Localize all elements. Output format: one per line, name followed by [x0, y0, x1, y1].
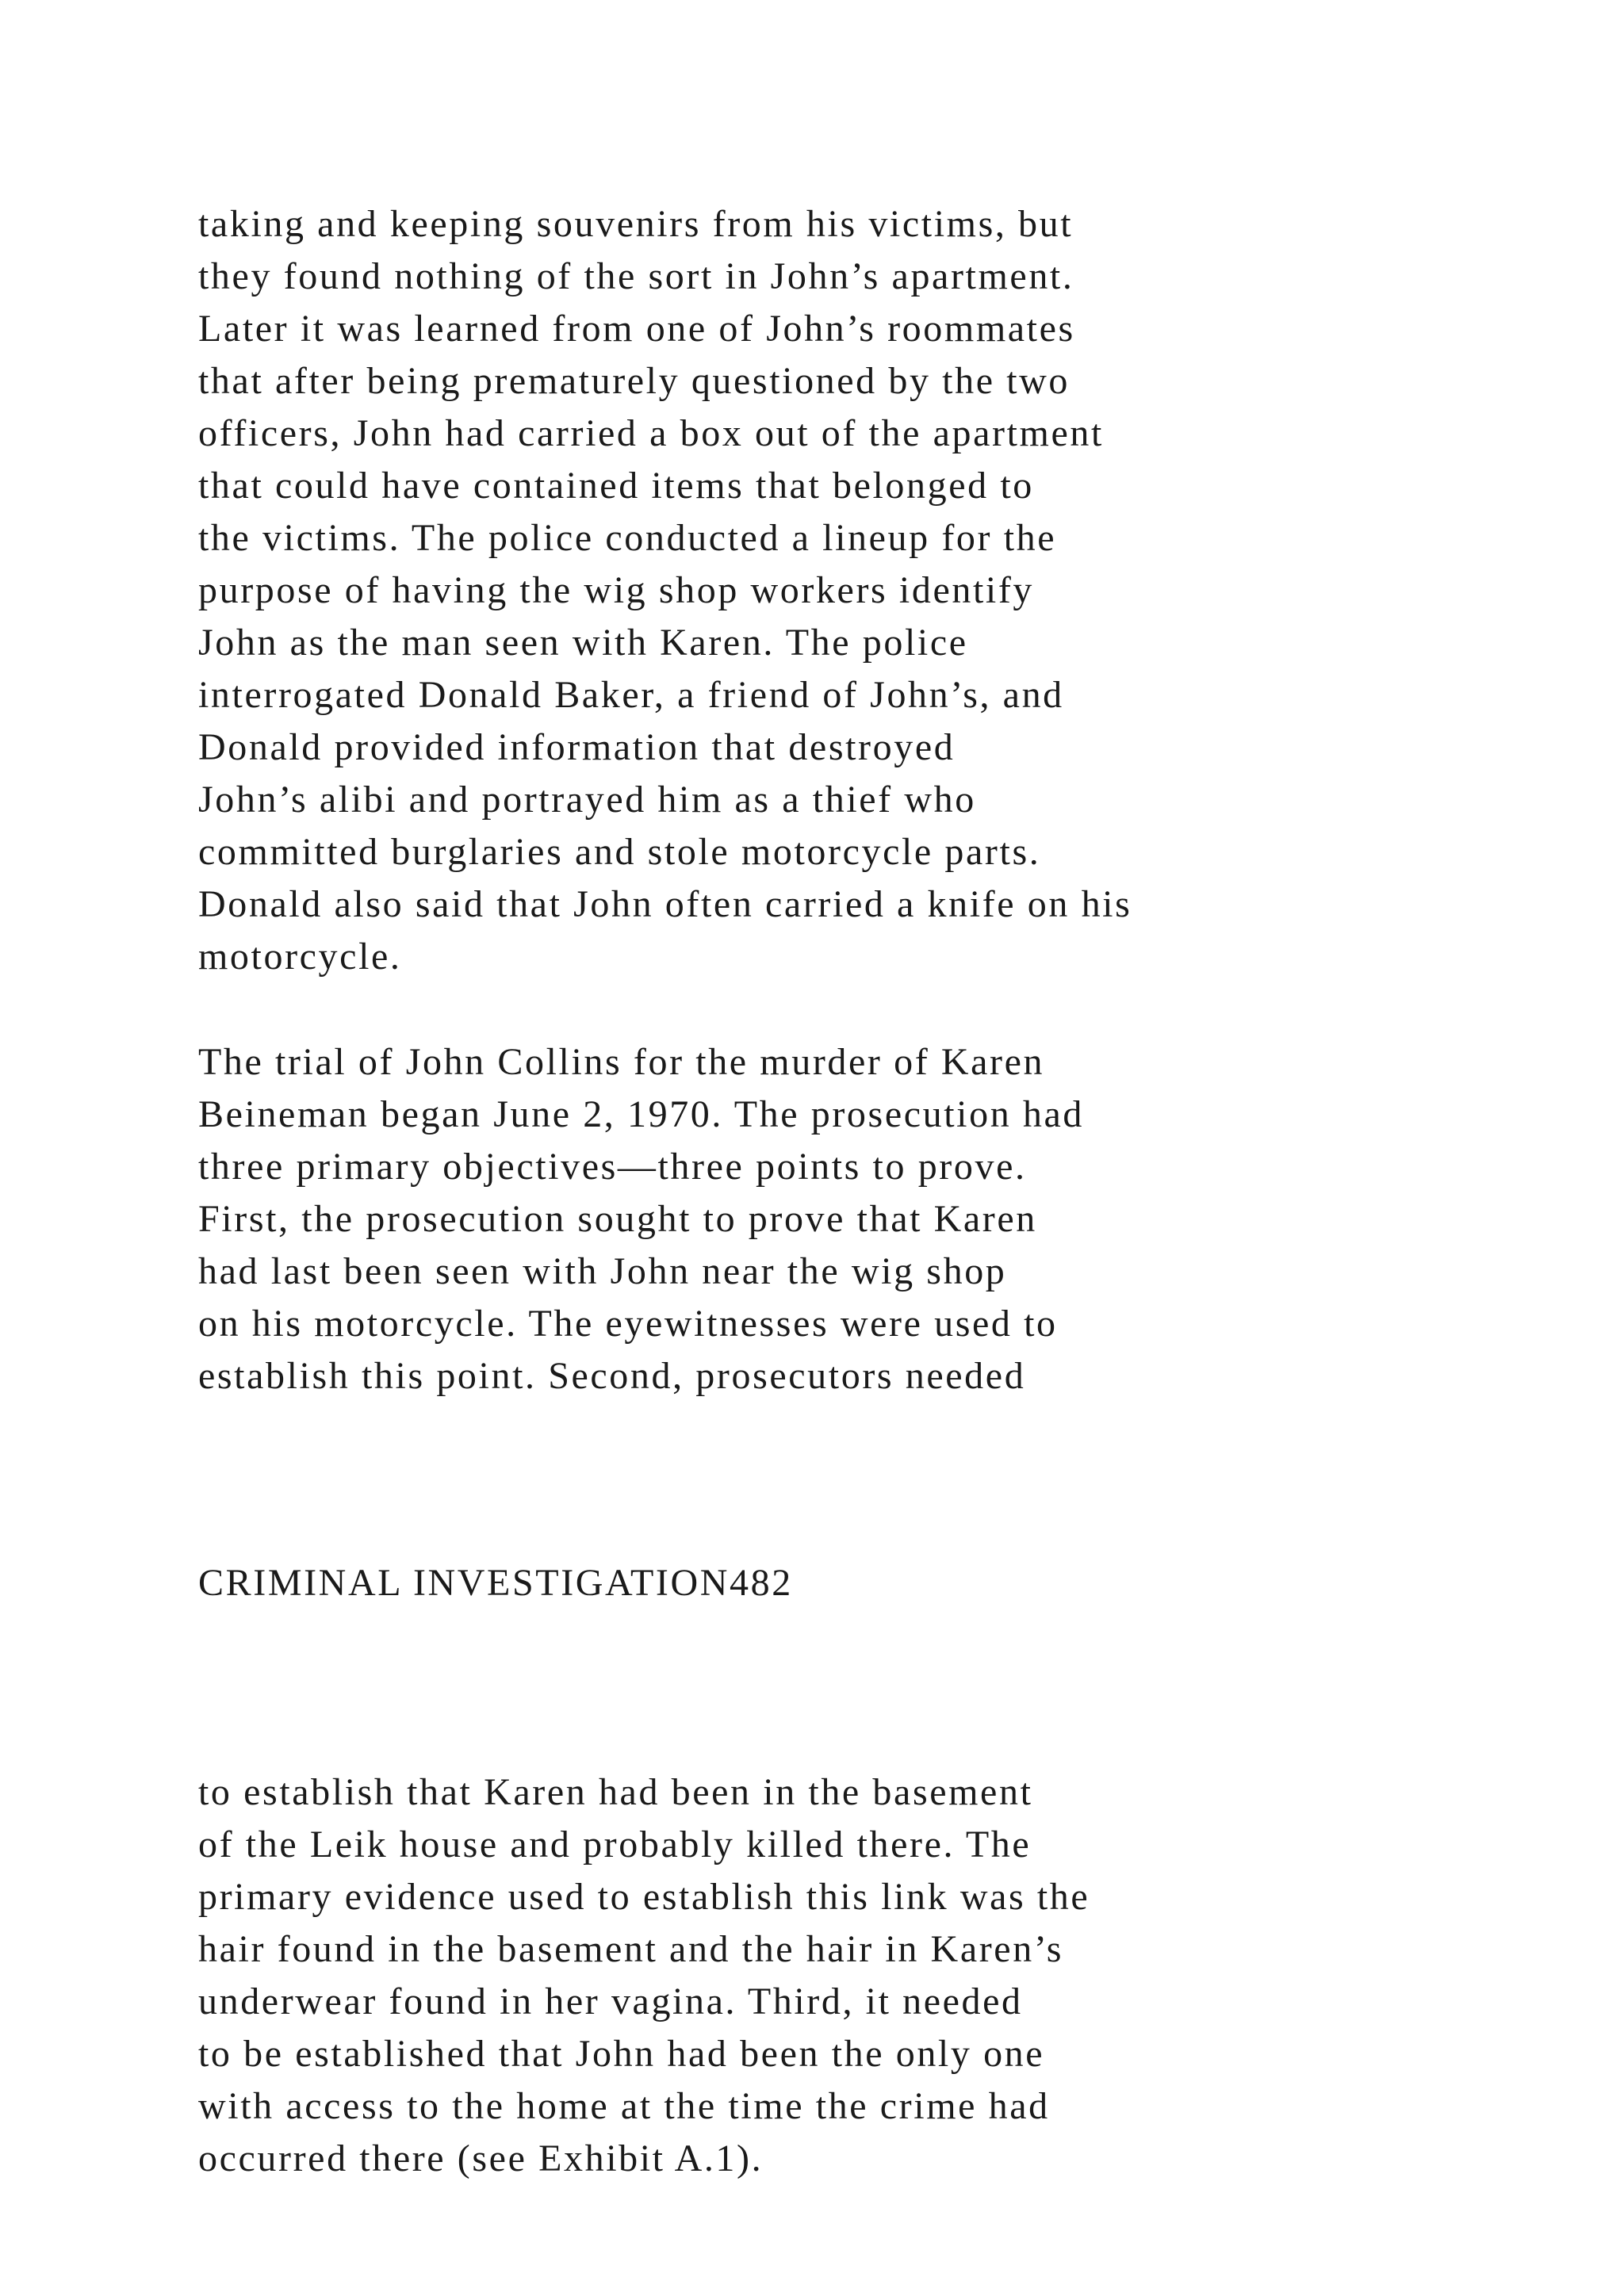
running-header: [198, 1557, 1546, 1609]
text-line: of the Leik house and probably killed there. The: [198, 1823, 1032, 1866]
text-line: had last been seen with John near the wig shop: [198, 1250, 1007, 1292]
text-line: taking and keeping souvenirs from his victims, but: [198, 203, 1074, 245]
text-line: that could have contained items that belonged to: [198, 465, 1034, 507]
text-line: purpose of having the wig shop workers identify: [198, 569, 1035, 611]
text-line: motorcycle.: [198, 936, 402, 978]
text-line: interrogated Donald Baker, a friend of John’s, and: [198, 674, 1064, 716]
running-header-text: CRIMINAL INVESTIGATION482: [198, 1562, 793, 1604]
text-line: John’s alibi and portrayed him as a thief who: [198, 779, 976, 821]
text-line: John as the man seen with Karen. The police: [198, 622, 968, 664]
text-line: Donald provided information that destroyed: [198, 726, 956, 768]
text-line: underwear found in her vagina. Third, it needed: [198, 1980, 1023, 2022]
text-line: The trial of John Collins for the murder of Karen: [198, 1041, 1045, 1083]
paragraph-investigation: [198, 198, 1546, 983]
paragraph-trial: [198, 1036, 1546, 1402]
text-line: Donald also said that John often carried a knife on his: [198, 883, 1132, 925]
text-line: that after being prematurely questioned by the two: [198, 360, 1071, 402]
paragraph-evidence: [198, 1766, 1546, 2185]
text-line: hair found in the basement and the hair in Karen’s: [198, 1928, 1064, 1970]
text-line: with access to the home at the time the crime had: [198, 2085, 1050, 2127]
text-line: First, the prosecution sought to prove that Karen: [198, 1198, 1037, 1240]
text-line: Beineman began June 2, 1970. The prosecution had: [198, 1093, 1085, 1135]
text-line: to be established that John had been the only one: [198, 2033, 1045, 2075]
text-line: officers, John had carried a box out of the apartment: [198, 412, 1104, 454]
text-line: Later it was learned from one of John’s roommates: [198, 308, 1075, 350]
text-line: to establish that Karen had been in the basement: [198, 1771, 1033, 1813]
text-line: committed burglaries and stole motorcycle parts.: [198, 831, 1041, 873]
text-line: they found nothing of the sort in John’s apartment.: [198, 255, 1074, 297]
text-line: occurred there (see Exhibit A.1).: [198, 2137, 764, 2179]
text-line: on his motorcycle. The eyewitnesses were used to: [198, 1303, 1058, 1345]
text-line: primary evidence used to establish this link was the: [198, 1876, 1090, 1918]
text-line: establish this point. Second, prosecutors needed: [198, 1355, 1026, 1397]
text-line: the victims. The police conducted a lineup for the: [198, 517, 1057, 559]
text-line: three primary objectives—three points to prove.: [198, 1146, 1027, 1188]
